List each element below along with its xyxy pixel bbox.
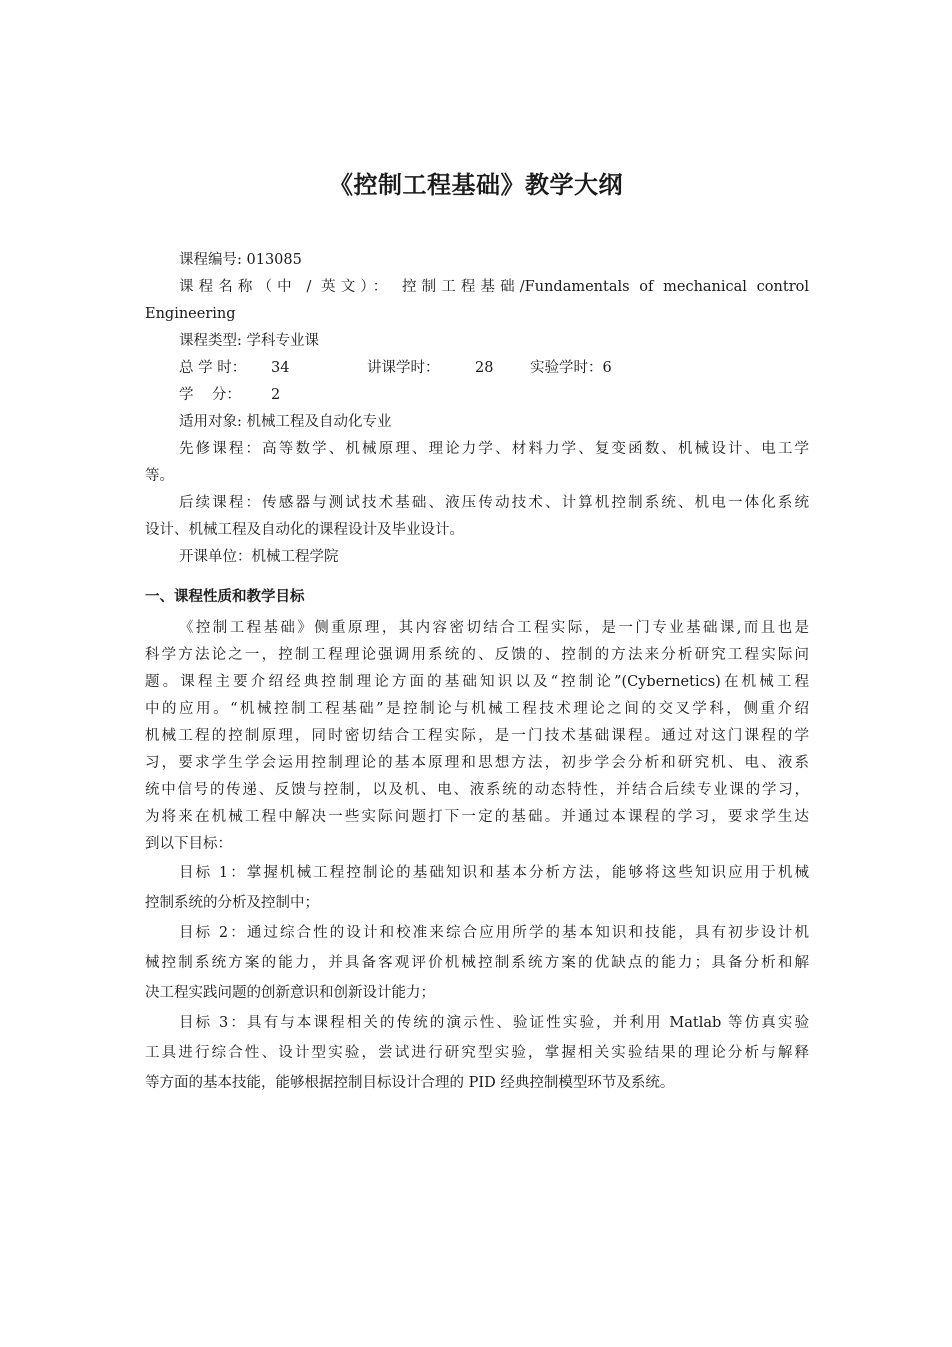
paragraph-line: 题。课程主要介绍经典控制理论方面的基础知识以及“控制论”(Cybernetics)在机械工程 — [145, 674, 809, 690]
goal-line: 目标 1：掌握机械工程控制论的基础知识和基本分析方法，能够将这些知识应用于机械 — [179, 865, 809, 881]
total-hours-label: 总 学 时： — [179, 360, 247, 376]
goal-line: 等方面的基本技能，能够根据控制目标设计合理的 PID 经典控制模型环节及系统。 — [145, 1075, 675, 1091]
goal-2 — [145, 918, 809, 1008]
goal-line: 控制系统的分析及控制中； — [145, 895, 319, 911]
goal-line: 目标 2：通过综合性的设计和校准来综合应用所学的基本知识和技能，具有初步设计机 — [179, 925, 809, 941]
hours-row — [145, 355, 809, 382]
lab-hours-label: 实验学时：6 — [530, 360, 612, 376]
prerequisites-line-2: 等。 — [145, 468, 174, 484]
paragraph-line: 统中信号的传递、反馈与控制，以及机、电、液系统的动态特性，并结合后续专业课的学习， — [145, 782, 809, 798]
goal-3 — [145, 1008, 809, 1098]
paragraph-line: 科学方法论之一，控制工程理论强调用系统的、反馈的、控制的方法来分析研究工程实际问 — [145, 647, 809, 663]
paragraph-line: 《控制工程基础》侧重原理，其内容密切结合工程实际，是一门专业基础课,而且也是 — [179, 620, 809, 636]
followup-line-1: 后续课程：传感器与测试技术基础、液压传动技术、计算机控制系统、机电一体化系统 — [179, 495, 809, 511]
goal-line: 械控制系统方案的能力，并具备客观评价机械控制系统方案的优缺点的能力；具备分析和解 — [145, 955, 809, 971]
course-name-line-1: 课程名称（中 / 英文）： 控制工程基础/Fundamentals of mechanical control — [179, 279, 809, 295]
course-type: 课程类型: 学科专业课 — [179, 333, 319, 349]
followup-line-2: 设计、机械工程及自动化的课程设计及毕业设计。 — [145, 522, 464, 538]
department: 开课单位：机械工程学院 — [179, 549, 339, 565]
goal-line: 决工程实践问题的创新意识和创新设计能力； — [145, 985, 435, 1001]
paragraph-line: 习，要求学生学会运用控制理论的基本原理和思想方法，初步学会分析和研究机、电、液系 — [145, 755, 809, 771]
course-code: 课程编号: 013085 — [179, 252, 302, 268]
paragraph-line: 机械工程的控制原理，同时密切结合工程实际，是一门技术基础课程。通过对这门课程的学 — [145, 728, 809, 744]
goal-line: 工具进行综合性、设计型实验，尝试进行研究型实验，掌握相关实验结果的理论分析与解释 — [145, 1045, 809, 1061]
credits-label: 学 分： — [179, 387, 241, 403]
section-paragraph — [145, 615, 809, 858]
paragraph-line: 中的应用。“机械控制工程基础”是控制论与机械工程技术理论之间的交叉学科，侧重介绍 — [145, 701, 809, 717]
document-body — [145, 247, 809, 1098]
section-heading: 一、课程性质和教学目标 — [145, 589, 305, 605]
total-hours-value: 34 — [271, 360, 290, 376]
page-title: 《控制工程基础》教学大纲 — [329, 171, 623, 199]
audience: 适用对象: 机械工程及自动化专业 — [179, 414, 392, 430]
prerequisites-line-1: 先修课程：高等数学、机械原理、理论力学、材料力学、复变函数、机械设计、电工学 — [179, 441, 809, 457]
course-name-line-2: Engineering — [145, 306, 236, 322]
paragraph-line: 为将来在机械工程中解决一些实际问题打下一定的基础。并通过本课程的学习，要求学生达 — [145, 809, 809, 825]
lecture-hours-label: 讲课学时： — [367, 360, 440, 376]
paragraph-line: 到以下目标： — [145, 836, 232, 852]
lecture-hours-value: 28 — [475, 360, 494, 376]
credits-row — [145, 382, 809, 409]
credits-value: 2 — [271, 387, 281, 403]
goal-line: 目标 3：具有与本课程相关的传统的演示性、验证性实验，并利用 Matlab 等仿真实验 — [179, 1015, 809, 1031]
goal-1 — [145, 858, 809, 918]
